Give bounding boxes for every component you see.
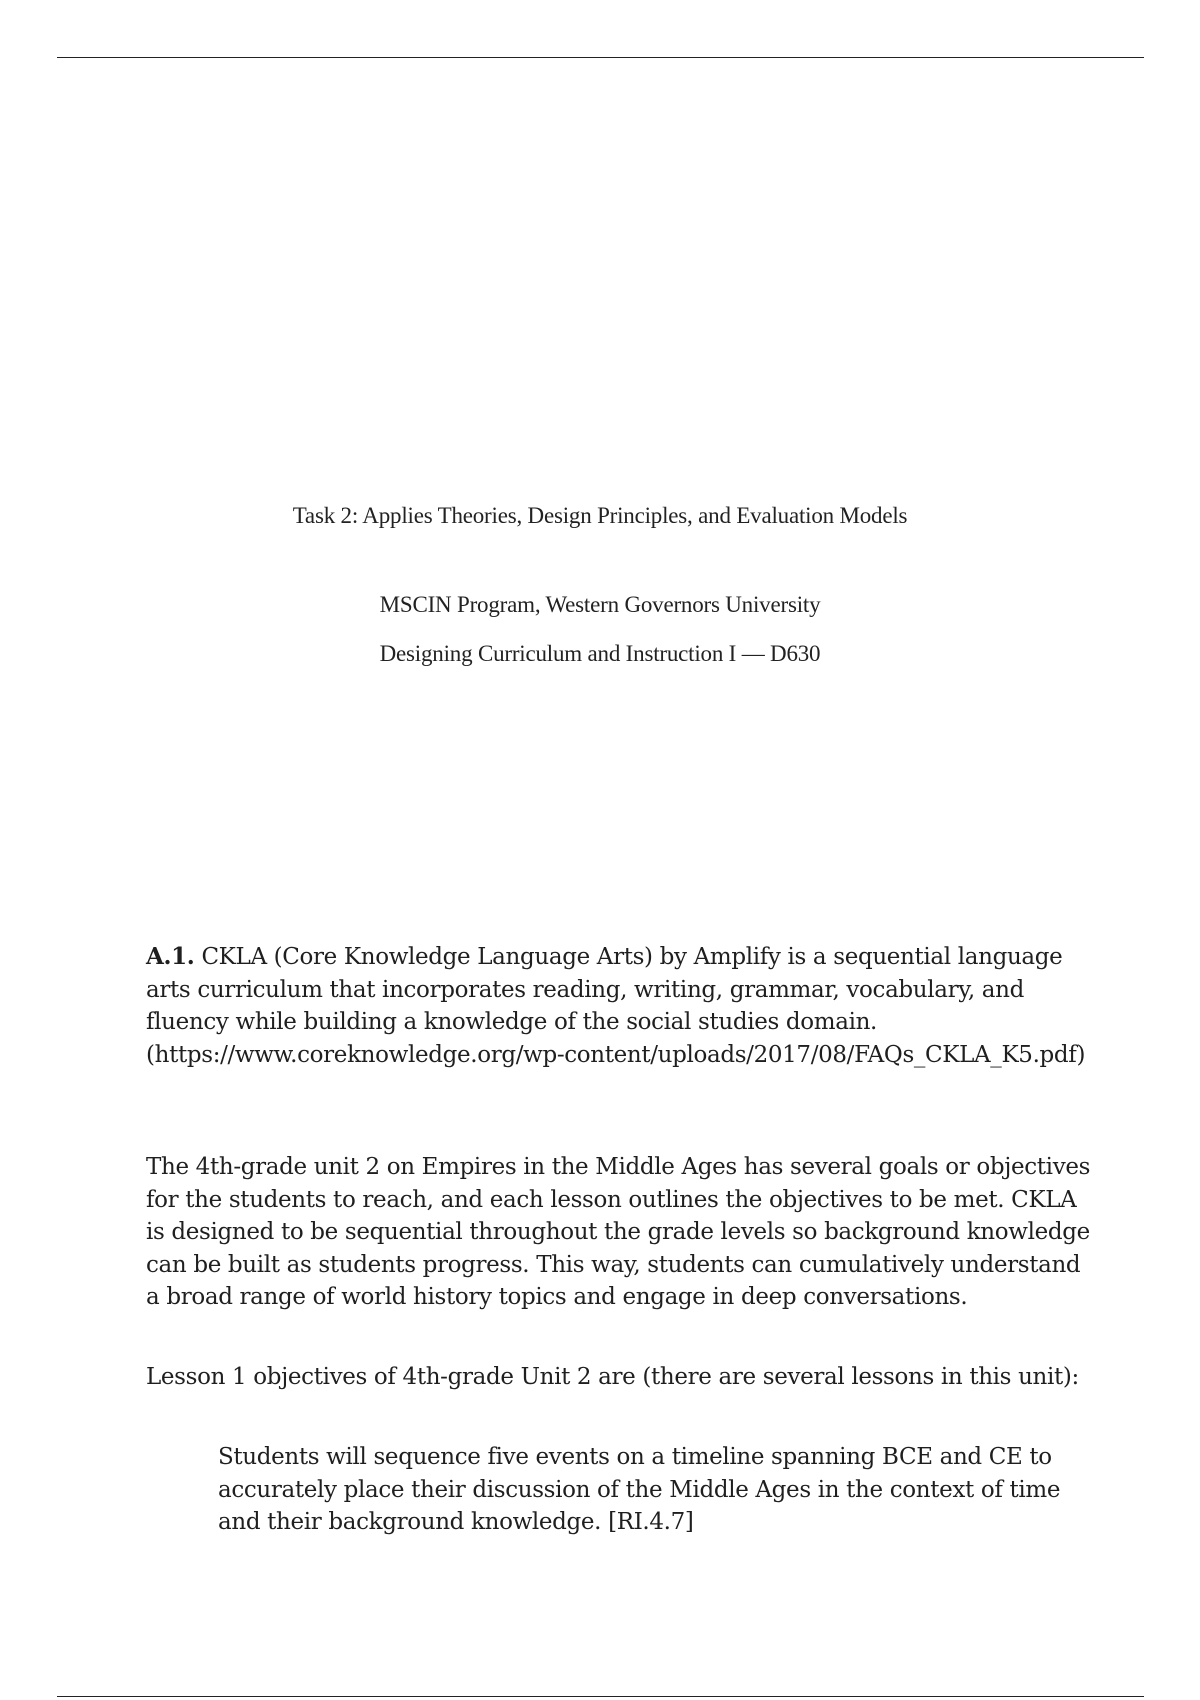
lesson-intro-paragraph: Lesson 1 objectives of 4th-grade Unit 2 are (there are several lessons in this unit): (146, 1364, 1079, 1390)
section-a1-paragraph (146, 941, 1106, 1071)
top-rule (57, 57, 1144, 58)
task-title: Task 2: Applies Theories, Design Principles, and Evaluation Models (292, 503, 908, 528)
unit-overview-paragraph: The 4th-grade unit 2 on Empires in the Middle Ages has several goals or objectives for the students to reach, and each lesson outlines the objectives to be met. CKLA is designed to be sequential throughout the grade levels so background knowledge can be built as students progress. This way, students can cumulatively understand a broad range of world history topics and engage in deep conversations. (146, 1154, 1091, 1310)
lesson-objective-paragraph: Students will sequence five events on a timeline spanning BCE and CE to accurately place their discussion of the Middle Ages in the context of time and their background knowledge. [RI.4.7] (218, 1444, 1061, 1535)
section-a1-url: (https://www.coreknowledge.org/wp-content/uploads/2017/08/FAQs_CKLA_K5.pdf) (146, 1041, 1086, 1068)
bottom-rule (57, 1696, 1144, 1697)
section-a1-text: CKLA (Core Knowledge Language Arts) by Amplify is a sequential language arts curriculum that incorporates reading, writing, grammar, vocabulary, and fluency while building a knowledge of the social studies domain. (146, 944, 1063, 1035)
section-a1-label: A.1. (146, 943, 195, 970)
program-line: MSCIN Program, Western Governors University (379, 592, 821, 617)
course-line: Designing Curriculum and Instruction I — D630 (379, 641, 821, 666)
